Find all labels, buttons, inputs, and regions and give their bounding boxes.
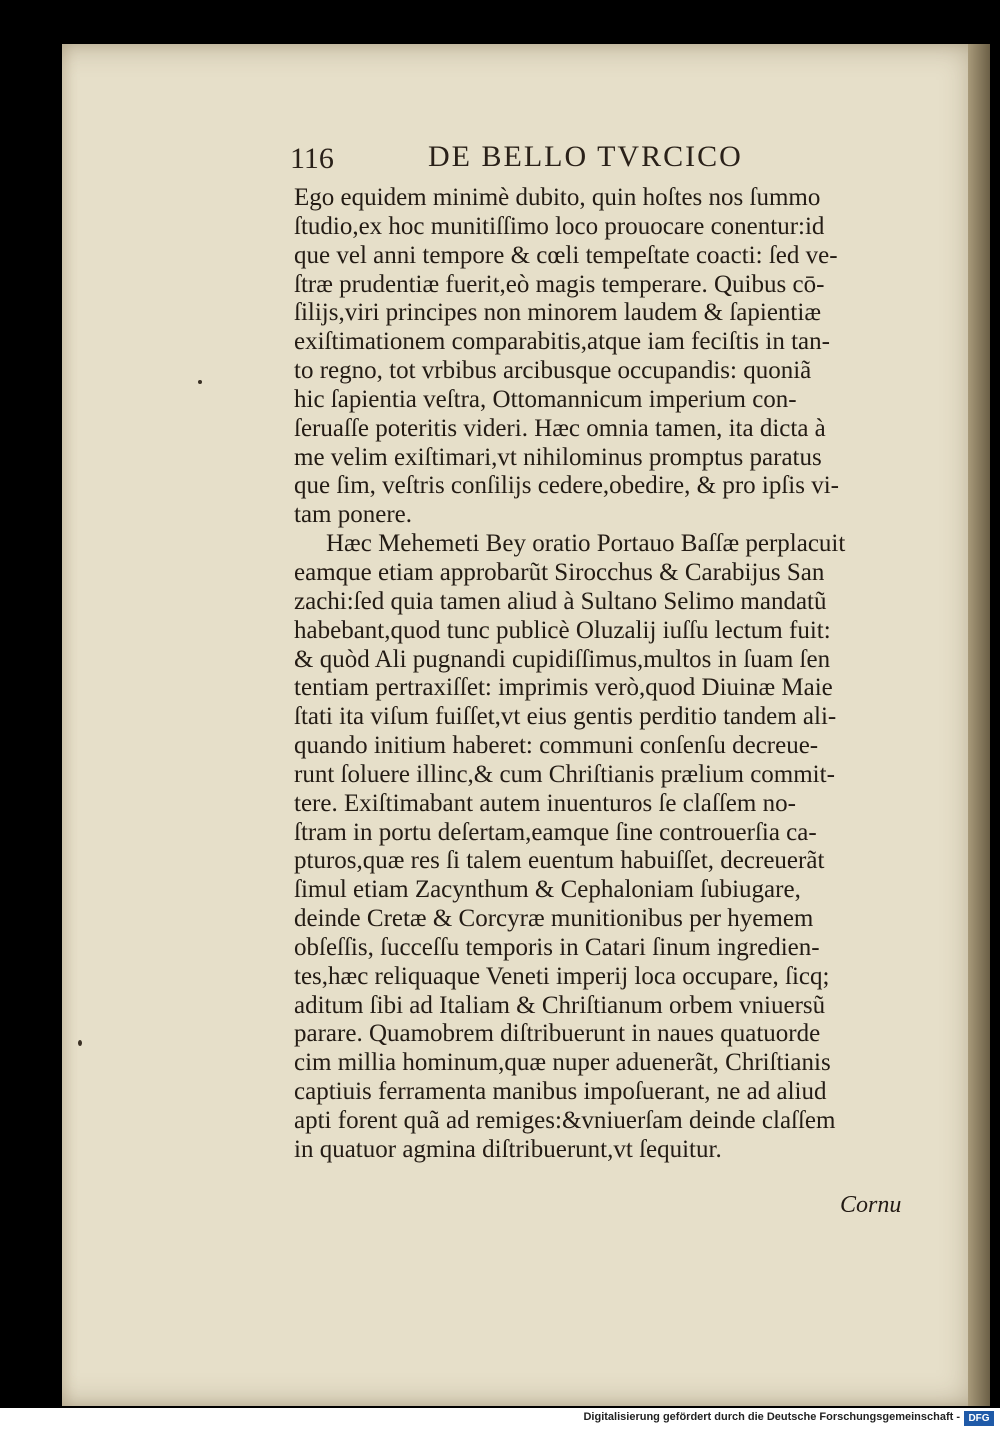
text-line: tentiam pertraxiſſet: imprimis verò,quod Diuinæ Maie xyxy=(294,674,833,702)
text-line: & quòd Ali pugnandi cupidiſſimus,multos in ſuam ſen xyxy=(294,645,831,673)
text-line: habebant,quod tunc publicè Oluzalij iuſſu lectum fuit: xyxy=(294,616,831,644)
text-line: tes,hæc reliquaque Veneti imperij loca occupare, ſicq; xyxy=(294,962,830,990)
catchword: Cornu xyxy=(840,1192,902,1218)
text-line: ſtræ prudentiæ fuerit,eò magis temperare. Quibus cō- xyxy=(294,270,825,298)
running-title: DE BELLO TVRCICO xyxy=(428,140,743,173)
text-line: quando initium haberet: communi conſenſu decreue- xyxy=(294,732,819,760)
text-line: cim millia hominum,quæ nuper aduenerãt, Chriſtianis xyxy=(294,1049,831,1077)
text-line: tere. Exiſtimabant autem inuenturos ſe claſſem no- xyxy=(294,789,796,817)
text-line: ſtati ita viſum fuiſſet,vt eius gentis perditio tandem ali- xyxy=(294,703,837,731)
body-text xyxy=(294,184,922,1165)
page-header xyxy=(290,140,760,184)
page-number: 116 xyxy=(290,142,334,175)
text-line: ſimul etiam Zacynthum & Cephaloniam ſubiugare, xyxy=(294,876,801,904)
text-line: in quatuor agmina diſtribuerunt,vt ſequitur. xyxy=(294,1135,722,1163)
paragraph-first-line: Hæc Mehemeti Bey oratio Portauo Baſſæ perplacuit xyxy=(326,530,846,558)
text-line: que ſim, veſtris conſilijs cedere,obedire, & pro ipſis vi- xyxy=(294,472,840,500)
text-line: Ego equidem minimè dubito, quin hoſtes nos ſummo xyxy=(294,184,821,211)
ink-speck xyxy=(198,380,202,384)
text-line: hic ſapientia veſtra, Ottomannicum imperium con- xyxy=(294,385,797,413)
text-line: zachi:ſed quia tamen aliud à Sultano Selimo mandatũ xyxy=(294,587,827,615)
text-line: eamque etiam approbarũt Sirocchus & Carabijus San xyxy=(294,558,825,586)
text-line: ſilijs,viri principes non minorem laudem & ſapientiæ xyxy=(294,299,822,327)
text-line: to regno, tot vrbibus arcibusque occupandis: quoniã xyxy=(294,357,812,385)
text-line: parare. Quamobrem diſtribuerunt in naues quatuorde xyxy=(294,1020,821,1048)
text-line: ſtudio,ex hoc munitiſſimo loco prouocare conentur:id xyxy=(294,212,825,240)
text-line: captiuis ferramenta manibus impoſuerant, ne ad aliud xyxy=(294,1078,827,1106)
text-line: me velim exiſtimari,vt nihilominus promptus paratus xyxy=(294,443,822,471)
text-line: runt ſoluere illinc,& cum Chriſtianis prælium commit- xyxy=(294,760,835,788)
text-line: pturos,quæ res ſi talem euentum habuiſſet, decreuerãt xyxy=(294,847,825,875)
funding-credit: Digitalisierung gefördert durch die Deutsche Forschungsgemeinschaft - xyxy=(583,1411,960,1423)
text-line: ſeruaſſe poteritis videri. Hæc omnia tamen, ita dicta à xyxy=(294,414,826,442)
text-line: obſeſſis, ſucceſſu temporis in Catari ſinum ingredien- xyxy=(294,933,820,961)
footer-bar xyxy=(0,1408,1000,1430)
ink-speck xyxy=(78,1040,82,1046)
text-line: aditum ſibi ad Italiam & Chriſtianum orbem vniuersũ xyxy=(294,991,826,1019)
text-line: apti forent quã ad remiges:&vniuerſam deinde claſſem xyxy=(294,1107,836,1134)
text-line: exiſtimationem comparabitis,atque iam feciſtis in tan- xyxy=(294,328,830,356)
page-edge-shadow xyxy=(968,44,990,1406)
text-line: tam ponere. xyxy=(294,501,413,529)
text-line: ſtram in portu deſertam,eamque ſine controuerſia ca- xyxy=(294,818,817,846)
text-line: deinde Cretæ & Corcyræ munitionibus per hyemem xyxy=(294,905,814,933)
text-line: que vel anni tempore & cœli tempeſtate coacti: ſed ve- xyxy=(294,241,838,269)
dfg-logo-icon[interactable]: DFG xyxy=(964,1411,994,1426)
